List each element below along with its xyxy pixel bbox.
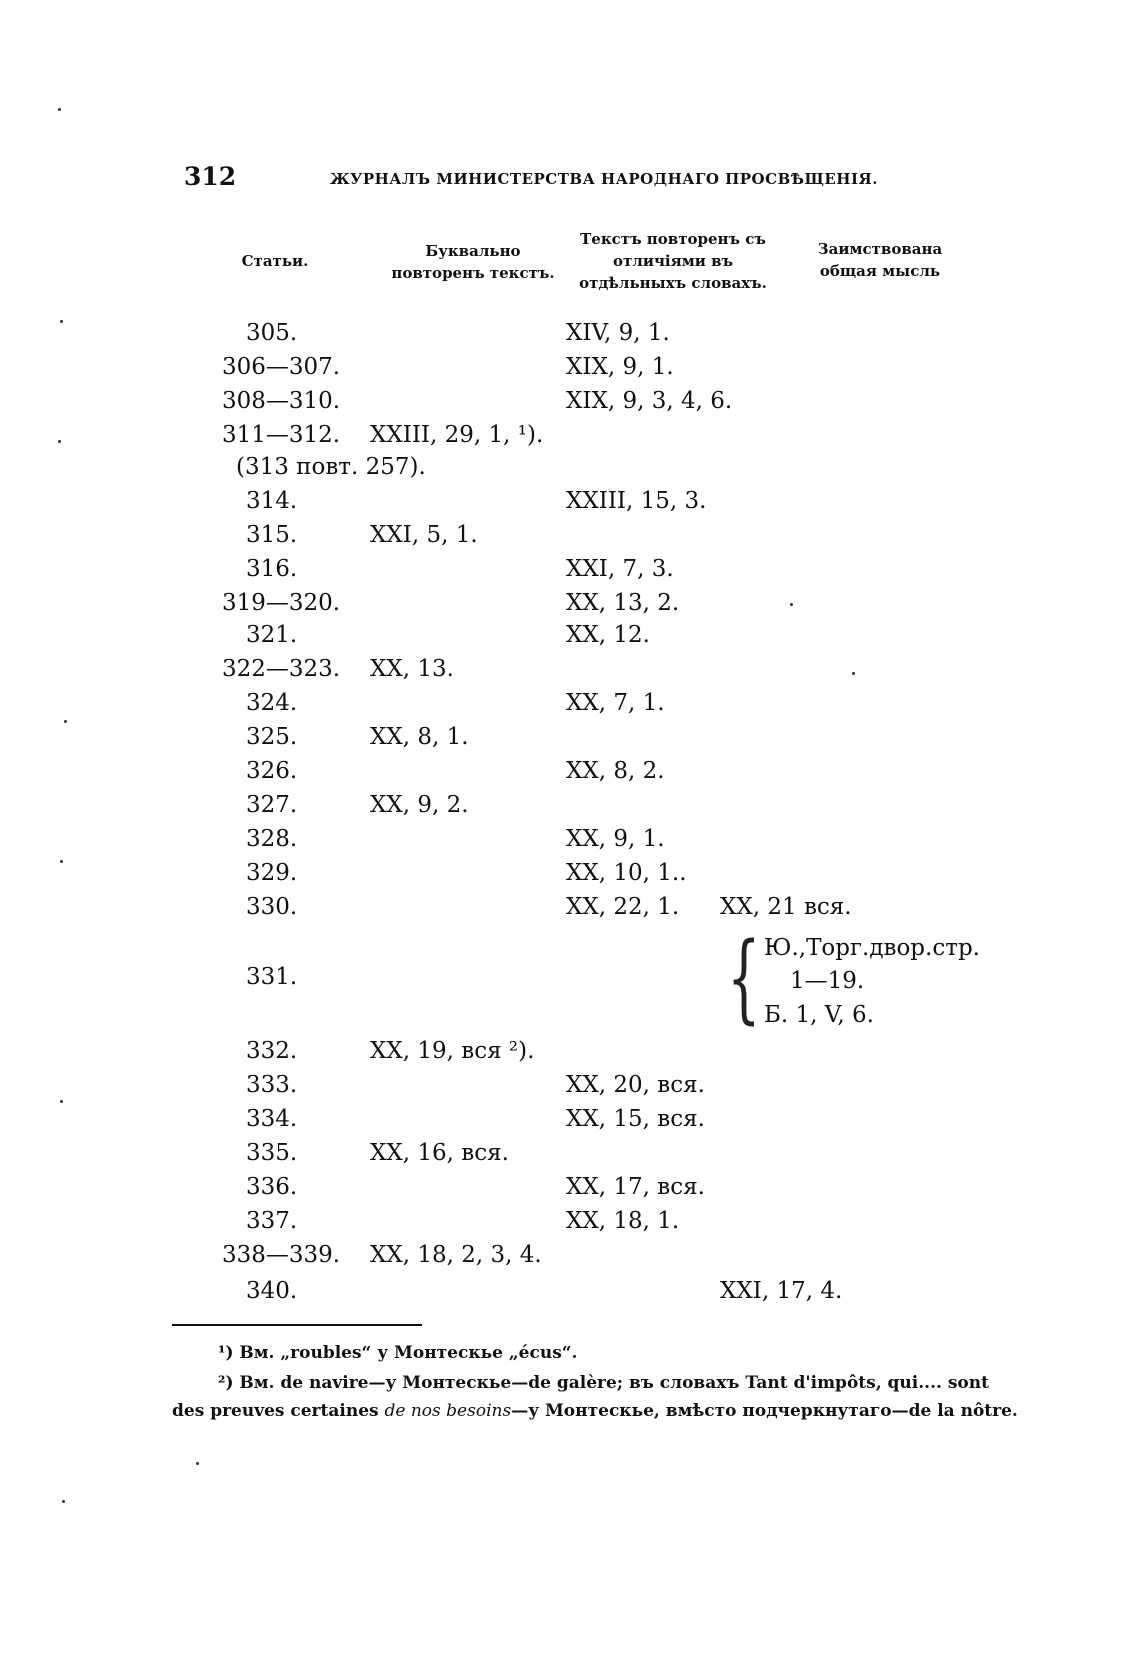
row-331-general-line1: Ю.,Торг.двор.стр. [764, 935, 980, 961]
literal-repeat-cell: XX, 16, вся. [370, 1140, 509, 1166]
article-number: 340. [246, 1278, 298, 1304]
literal-repeat-cell: XX, 19, вся ²). [370, 1038, 535, 1064]
article-number: 334. [246, 1106, 298, 1132]
article-number: 325. [246, 724, 298, 750]
scan-speck [60, 860, 63, 863]
scan-speck [196, 1462, 199, 1465]
column-header-general: Заимствована общая мысль [817, 240, 943, 280]
variant-repeat-cell: XX, 18, 1. [566, 1208, 680, 1234]
variant-repeat-cell: XIX, 9, 3, 4, 6. [566, 388, 733, 414]
variant-repeat-cell: XXIII, 15, 3. [566, 488, 707, 514]
column-header-articles: Статьи. [241, 252, 309, 270]
scan-speck [64, 720, 67, 723]
scan-speck [58, 440, 61, 443]
general-idea-cell: XXI, 17, 4. [720, 1278, 843, 1304]
column-header-variants: Текстъ повторенъ съ отличіями въ отдѣльныхъ словахъ. [579, 230, 767, 292]
article-number: 336. [246, 1174, 298, 1200]
variant-repeat-cell: XIV, 9, 1. [566, 320, 670, 346]
article-number: 333. [246, 1072, 298, 1098]
scan-speck [62, 1500, 65, 1503]
scan-speck [58, 108, 61, 111]
article-number: 324. [246, 690, 298, 716]
variant-repeat-cell: XX, 15, вся. [566, 1106, 705, 1132]
footnote-2-line1: ²) Вм. de navire—у Монтескье—de galère; въ словахъ Tant d'impôts, qui.... sont [218, 1373, 989, 1393]
article-number: 314. [246, 488, 298, 514]
variant-repeat-cell: XX, 9, 1. [566, 826, 665, 852]
article-number: 315. [246, 522, 298, 548]
article-number: 335. [246, 1140, 298, 1166]
article-number: (313 повт. 257). [236, 454, 426, 480]
variant-repeat-cell: XX, 12. [566, 622, 650, 648]
article-number: 332. [246, 1038, 298, 1064]
variant-repeat-cell: XX, 8, 2. [566, 758, 665, 784]
literal-repeat-cell: XX, 9, 2. [370, 792, 469, 818]
literal-repeat-cell: XX, 13. [370, 656, 454, 682]
article-number: 337. [246, 1208, 298, 1234]
article-number: 305. [246, 320, 298, 346]
variant-repeat-cell: XX, 10, 1.. [566, 860, 687, 886]
literal-repeat-cell: XXIII, 29, 1, ¹). [370, 422, 544, 448]
article-number: 311—312. [222, 422, 341, 448]
literal-repeat-cell: XXI, 5, 1. [370, 522, 478, 548]
scan-speck [790, 603, 793, 606]
row-331-general-line2: 1—19. [790, 968, 865, 994]
row-331-general-line3: Б. 1, V, 6. [764, 1002, 874, 1028]
variant-repeat-cell: XX, 7, 1. [566, 690, 665, 716]
article-number: 306—307. [222, 354, 341, 380]
variant-repeat-cell: XX, 20, вся. [566, 1072, 705, 1098]
literal-repeat-cell: XX, 8, 1. [370, 724, 469, 750]
curly-brace-icon: { [727, 922, 761, 1034]
article-number: 308—310. [222, 388, 341, 414]
scan-speck [60, 320, 63, 323]
variant-repeat-cell: XX, 22, 1. [566, 894, 680, 920]
footnote-divider [172, 1324, 422, 1326]
literal-repeat-cell: XX, 18, 2, 3, 4. [370, 1242, 542, 1268]
article-number: 326. [246, 758, 298, 784]
article-number: 319—320. [222, 590, 341, 616]
footnote-2-text-a: des preuves certaines [172, 1401, 385, 1421]
footnote-1: ¹) Вм. „roubles“ у Монтескье „écus“. [218, 1343, 578, 1363]
scan-speck [60, 1100, 63, 1103]
article-number: 329. [246, 860, 298, 886]
page-number: 312 [184, 162, 237, 191]
article-number: 316. [246, 556, 298, 582]
variant-repeat-cell: XX, 17, вся. [566, 1174, 705, 1200]
general-idea-cell: XX, 21 вся. [720, 894, 852, 920]
article-number: 330. [246, 894, 298, 920]
variant-repeat-cell: XX, 13, 2. [566, 590, 680, 616]
variant-repeat-cell: XIX, 9, 1. [566, 354, 674, 380]
scan-speck [852, 672, 855, 675]
article-number: 327. [246, 792, 298, 818]
footnote-2-text-b: —у Монтескье, вмѣсто подчеркнутаго—de la nôtre. [511, 1401, 1018, 1421]
article-number: 338—339. [222, 1242, 341, 1268]
column-header-literal: Буквально повторенъ текстъ. [391, 242, 555, 282]
variant-repeat-cell: XXI, 7, 3. [566, 556, 674, 582]
article-number: 322—323. [222, 656, 341, 682]
article-number: 331. [246, 964, 298, 990]
footnote-2-italic: de nos besoins [384, 1401, 512, 1421]
footnote-2-line2 [172, 1398, 1018, 1424]
article-number: 321. [246, 622, 298, 648]
article-number: 328. [246, 826, 298, 852]
running-title: ЖУРНАЛЪ МИНИСТЕРСТВА НАРОДНАГО ПРОСВѢЩЕНІЯ. [330, 170, 878, 188]
